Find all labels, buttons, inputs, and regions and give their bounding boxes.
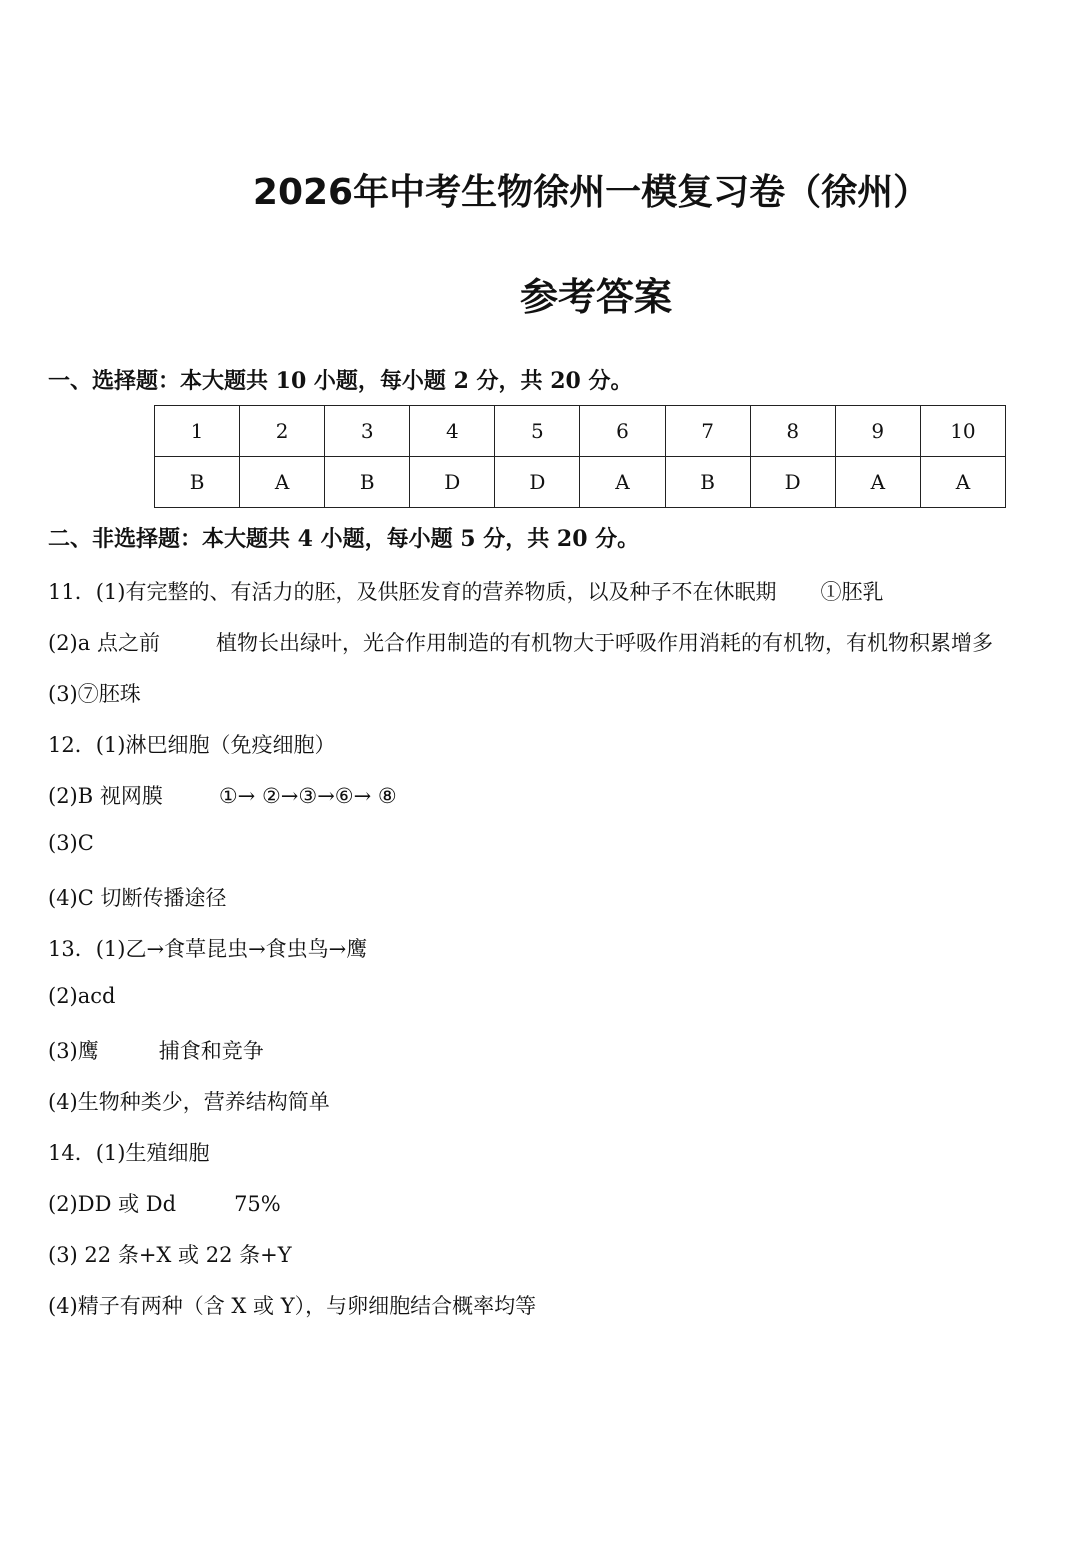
answer-table <box>154 405 1006 508</box>
document-title: 2026年中考生物徐州一模复习卷（徐州） <box>252 172 930 213</box>
answer-cell: A <box>240 457 325 508</box>
answer-text: 11．(1)有完整的、有活力的胚，及供胚发育的营养物质，以及种子不在休眠期 <box>48 580 777 604</box>
question-number-cell: 4 <box>410 406 495 457</box>
question-number-cell: 1 <box>155 406 240 457</box>
answer-cell: B <box>155 457 240 508</box>
answer-text: (2)DD 或 Dd <box>48 1192 177 1216</box>
answer-cell: D <box>750 457 835 508</box>
answer-text: 75% <box>234 1192 281 1216</box>
answer-line-12-3: (3)C <box>48 831 94 855</box>
answer-line-13-2: (2)acd <box>48 984 116 1008</box>
answer-line-14-1: 14．(1)生殖细胞 <box>48 1141 210 1165</box>
answer-line-13-3 <box>48 1035 264 1065</box>
answer-cell: B <box>325 457 410 508</box>
answer-line-11-1 <box>48 576 883 606</box>
answer-line-11-2 <box>48 627 993 657</box>
answer-line-13-1: 13．(1)乙→食草昆虫→食虫鸟→鹰 <box>48 937 368 961</box>
section-heading-nonchoice: 二、非选择题：本大题共 4 小题，每小题 5 分，共 20 分。 <box>48 526 640 552</box>
question-number-cell: 10 <box>920 406 1005 457</box>
question-number-cell: 2 <box>240 406 325 457</box>
answer-text: 捕食和竞争 <box>158 1039 264 1063</box>
question-number-cell: 3 <box>325 406 410 457</box>
answer-cell: A <box>920 457 1005 508</box>
answer-text: (2)a 点之前 <box>48 631 160 655</box>
answer-text: ①胚乳 <box>820 580 884 604</box>
document-subtitle: 参考答案 <box>519 275 672 319</box>
answer-cell: D <box>495 457 580 508</box>
answer-line-14-2 <box>48 1188 281 1218</box>
question-number-cell: 7 <box>665 406 750 457</box>
question-number-cell: 8 <box>750 406 835 457</box>
answer-cell: D <box>410 457 495 508</box>
answer-line-12-2 <box>48 780 397 810</box>
answer-line-12-4: (4)C 切断传播途径 <box>48 886 227 910</box>
answer-text: ①→ ②→③→⑥→ ⑧ <box>218 784 397 808</box>
answer-line-14-3: (3) 22 条+X 或 22 条+Y <box>48 1243 292 1267</box>
answer-line-14-4: (4)精子有两种（含 X 或 Y），与卵细胞结合概率均等 <box>48 1294 537 1318</box>
question-number-row <box>155 406 1006 457</box>
question-number-cell: 6 <box>580 406 665 457</box>
answer-text: (3)鹰 <box>48 1039 99 1063</box>
answer-line-12-1: 12．(1)淋巴细胞（免疫细胞） <box>48 733 336 757</box>
answer-cell: A <box>835 457 920 508</box>
question-number-cell: 9 <box>835 406 920 457</box>
answer-line-11-3: (3)⑦胚珠 <box>48 682 141 706</box>
answer-line-13-4: (4)生物种类少，营养结构简单 <box>48 1090 330 1114</box>
answer-cell: B <box>665 457 750 508</box>
answer-cell: A <box>580 457 665 508</box>
question-number-cell: 5 <box>495 406 580 457</box>
section-heading-choice: 一、选择题：本大题共 10 小题，每小题 2 分，共 20 分。 <box>48 368 633 394</box>
answer-text: 植物长出绿叶，光合作用制造的有机物大于呼吸作用消耗的有机物，有机物积累增多 <box>215 631 993 655</box>
answer-text: (2)B 视网膜 <box>48 784 163 808</box>
answer-row <box>155 457 1006 508</box>
